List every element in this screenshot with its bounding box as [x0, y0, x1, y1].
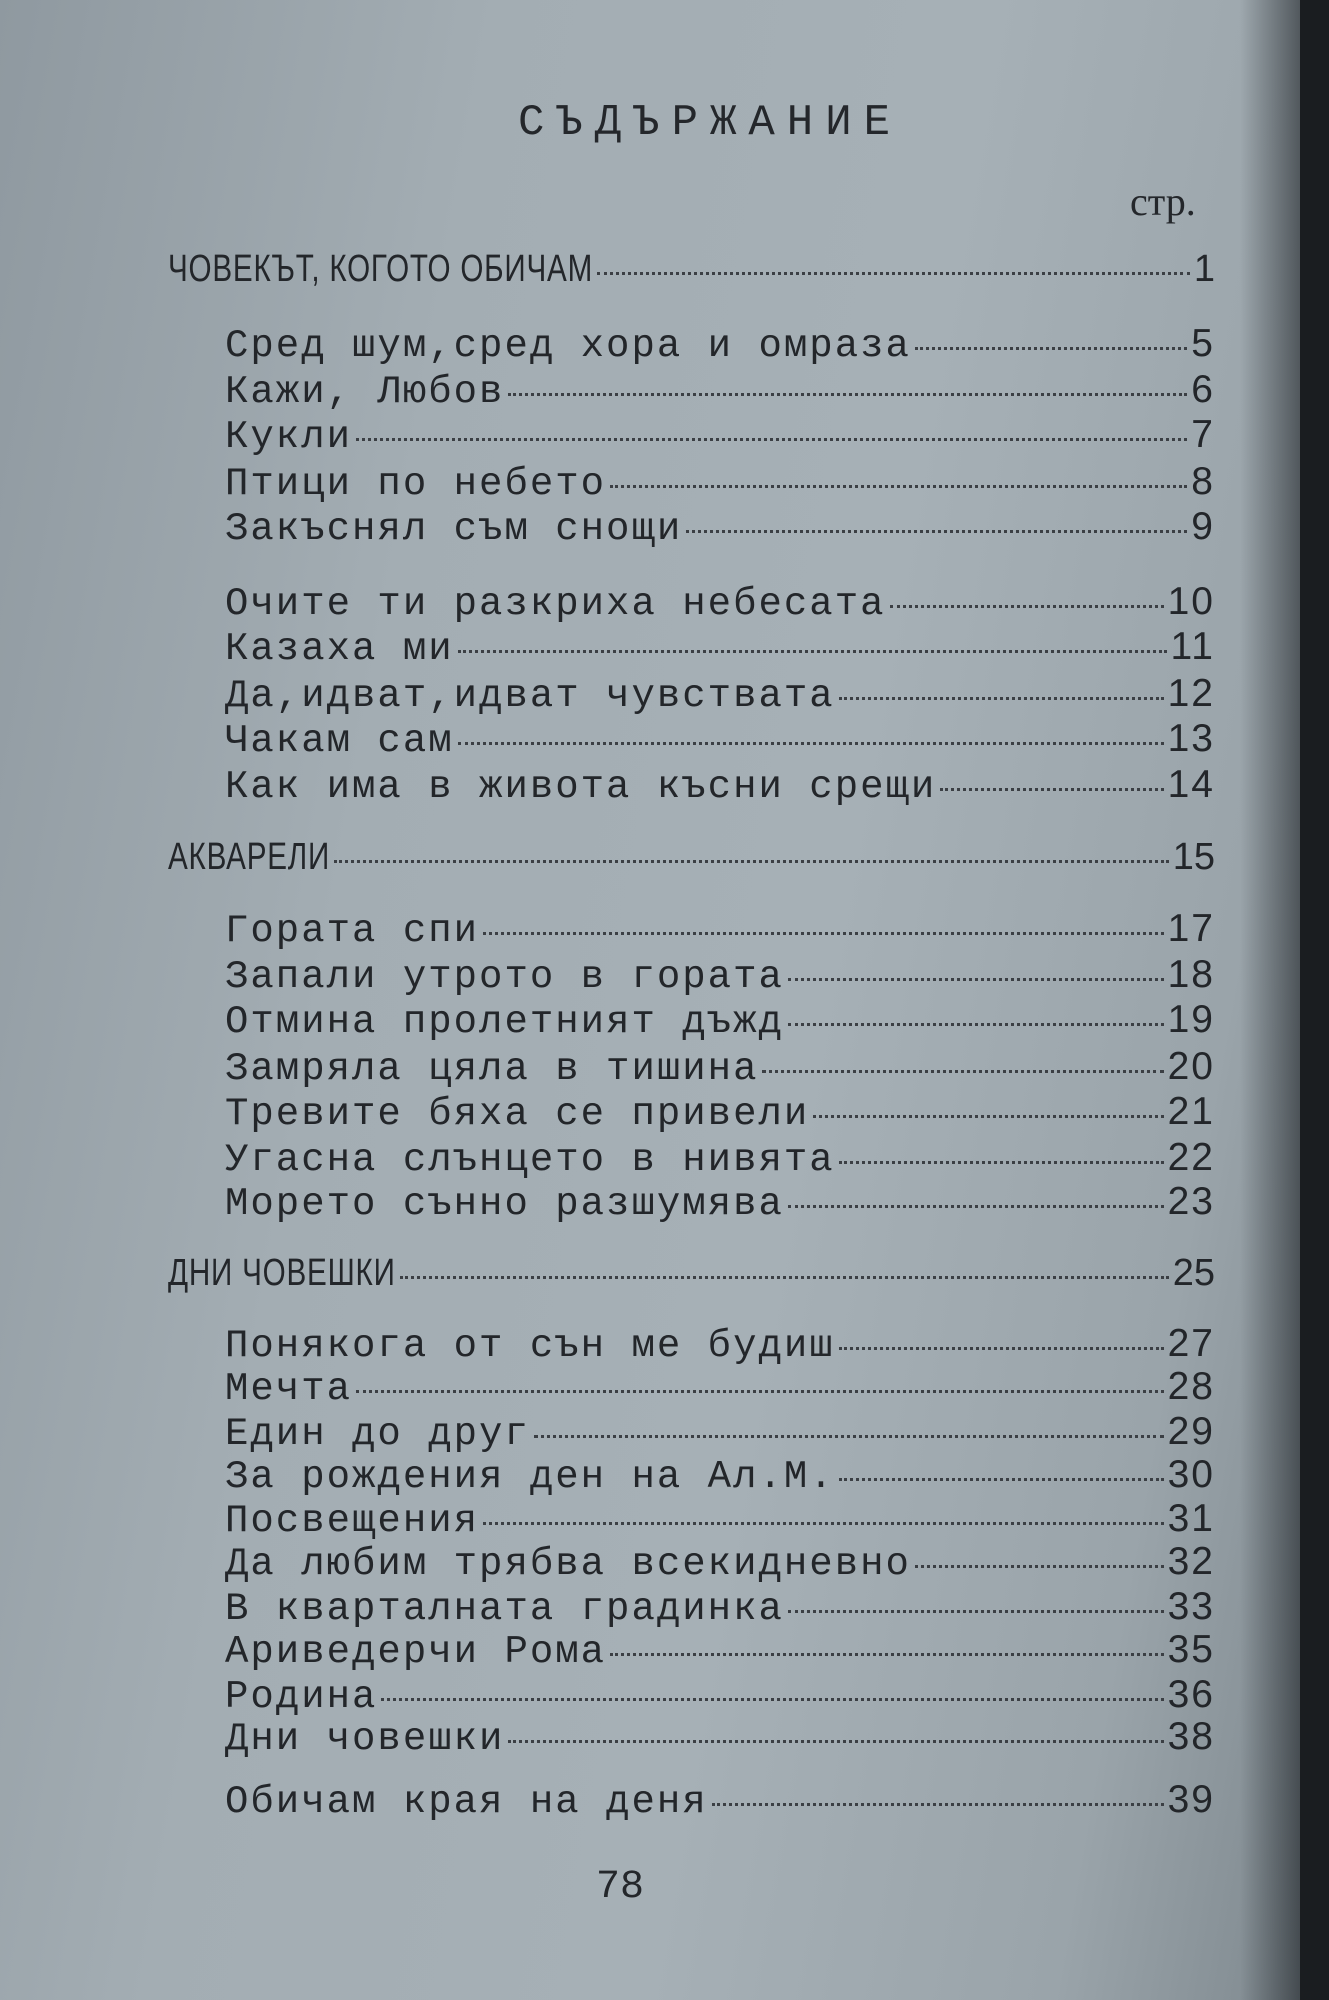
entry-title: Замряла цяла в тишина [225, 1047, 759, 1091]
entry-title: Един до друг [225, 1412, 530, 1456]
spine-shadow [1240, 0, 1300, 2000]
dot-leader [915, 1565, 1164, 1568]
entry-page-number: 12 [1167, 672, 1215, 715]
entry-title: Птици по небето [225, 462, 607, 506]
dot-leader [400, 1276, 1169, 1279]
dot-leader [813, 1115, 1163, 1118]
entry-page-number: 9 [1191, 505, 1215, 548]
entry-title: В кварталната градинка [225, 1587, 784, 1631]
toc-entry [225, 1673, 1215, 1719]
dot-leader [483, 1522, 1164, 1525]
toc-entry [225, 1497, 1215, 1543]
dot-leader [839, 1161, 1164, 1164]
dot-leader [762, 1070, 1163, 1073]
entry-page-number: 8 [1191, 460, 1215, 503]
entry-page-number: 36 [1167, 1673, 1215, 1716]
section-row [168, 1252, 1215, 1298]
entry-title: Да,идват,идват чувствата [225, 674, 835, 718]
entry-title: Родина [225, 1675, 378, 1719]
toc-entry [225, 1628, 1215, 1674]
toc-entry [225, 322, 1215, 368]
dot-leader [712, 1803, 1164, 1806]
dot-leader [508, 393, 1187, 396]
entry-page-number: 30 [1167, 1453, 1215, 1496]
entry-page-number: 1 [1193, 248, 1215, 290]
contents-heading: СЪДЪРЖАНИЕ [517, 98, 903, 148]
dot-leader [356, 438, 1187, 441]
entry-title: Обичам края на деня [225, 1780, 708, 1824]
entry-page-number: 6 [1191, 368, 1215, 411]
toc-entry [225, 672, 1215, 718]
entry-title: Очите ти разкриха небесата [225, 582, 886, 626]
entry-title: Кажи, Любов [225, 370, 505, 414]
entry-page-number: 14 [1167, 763, 1215, 806]
entry-title: Ариведерчи Рома [225, 1630, 607, 1674]
entry-page-number: 7 [1191, 413, 1215, 456]
dot-leader [458, 650, 1167, 653]
toc-entry [225, 953, 1215, 999]
toc-entry [225, 1778, 1215, 1824]
toc-entry [225, 1322, 1215, 1368]
entry-title: Как има в живота късни срещи [225, 765, 937, 809]
toc-entry [225, 460, 1215, 506]
dot-leader [915, 347, 1187, 350]
entry-page-number: 21 [1167, 1090, 1215, 1133]
page-column-label: стр. [1130, 179, 1196, 224]
entry-page-number: 22 [1167, 1136, 1215, 1179]
dot-leader [610, 485, 1187, 488]
toc-entry [225, 1136, 1215, 1182]
dot-leader [381, 1698, 1163, 1701]
entry-page-number: 35 [1167, 1628, 1215, 1671]
dot-leader [890, 605, 1164, 608]
toc-entry [225, 625, 1215, 671]
entry-title: Тревите бяха се привели [225, 1092, 810, 1136]
toc-entry [225, 717, 1215, 763]
toc-entry [225, 1585, 1215, 1631]
section-title: АКВАРЕЛИ [168, 836, 331, 878]
toc-entry [225, 1090, 1215, 1136]
entry-page-number: 18 [1167, 953, 1215, 996]
dot-leader [686, 530, 1187, 533]
toc-entry [225, 1453, 1215, 1499]
entry-title: Отмина пролетният дъжд [225, 1000, 784, 1044]
entry-page-number: 13 [1167, 717, 1215, 760]
dot-leader [788, 978, 1164, 981]
section-title: ЧОВЕКЪТ, КОГОТО ОБИЧАМ [168, 248, 594, 290]
entry-page-number: 32 [1167, 1540, 1215, 1583]
toc-entry [225, 763, 1215, 809]
toc-entry [225, 413, 1215, 459]
dot-leader [940, 788, 1163, 791]
toc-entry [225, 998, 1215, 1044]
dot-leader [597, 272, 1190, 275]
dot-leader [839, 1478, 1164, 1481]
toc-entry [225, 368, 1215, 414]
dot-leader [839, 697, 1164, 700]
dot-leader [788, 1610, 1164, 1613]
toc-entry [225, 580, 1215, 626]
entry-page-number: 11 [1170, 625, 1215, 668]
entry-title: Да любим трябва всекидневно [225, 1542, 911, 1586]
entry-page-number: 10 [1167, 580, 1215, 623]
toc-entry [225, 1715, 1215, 1761]
entry-title: Угасна слънцето в нивята [225, 1138, 835, 1182]
entry-page-number: 29 [1167, 1410, 1215, 1453]
entry-page-number: 33 [1167, 1585, 1215, 1628]
entry-title: Дни човешки [225, 1717, 505, 1761]
toc-entry [225, 1540, 1215, 1586]
entry-page-number: 38 [1167, 1715, 1215, 1758]
toc-entry [225, 1045, 1215, 1091]
entry-page-number: 20 [1167, 1045, 1215, 1088]
toc-entry [225, 1180, 1215, 1226]
entry-title: Сред шум,сред хора и омраза [225, 324, 911, 368]
dot-leader [610, 1653, 1164, 1656]
dot-leader [839, 1347, 1164, 1350]
entry-title: За рождения ден на Ал.М. [225, 1455, 835, 1499]
toc-entry [225, 907, 1215, 953]
entry-title: Кукли [225, 415, 353, 459]
section-row [168, 248, 1215, 294]
toc-entry [225, 1365, 1215, 1411]
entry-title: Гората спи [225, 909, 480, 953]
dot-leader [334, 860, 1169, 863]
toc-entry [225, 505, 1215, 551]
dot-leader [788, 1205, 1164, 1208]
entry-page-number: 5 [1191, 322, 1215, 365]
entry-title: Морето сънно разшумява [225, 1182, 784, 1226]
dot-leader [458, 742, 1164, 745]
dot-leader [788, 1023, 1164, 1026]
dot-leader [356, 1390, 1164, 1393]
entry-title: Закъснял съм снощи [225, 507, 683, 551]
entry-title: Мечта [225, 1367, 353, 1411]
entry-page-number: 25 [1172, 1252, 1215, 1294]
dot-leader [483, 932, 1164, 935]
entry-page-number: 31 [1167, 1497, 1215, 1540]
entry-title: Казаха ми [225, 627, 454, 671]
section-title: ДНИ ЧОВЕШКИ [168, 1252, 396, 1294]
entry-title: Запали утрото в гората [225, 955, 784, 999]
toc-entry [225, 1410, 1215, 1456]
entry-title: Посвещения [225, 1499, 480, 1543]
entry-page-number: 17 [1167, 907, 1215, 950]
dot-leader [508, 1740, 1163, 1743]
entry-page-number: 27 [1167, 1322, 1215, 1365]
entry-title: Чакам сам [225, 719, 454, 763]
entry-page-number: 39 [1167, 1778, 1215, 1821]
entry-page-number: 23 [1167, 1180, 1215, 1223]
entry-page-number: 15 [1172, 836, 1215, 878]
entry-page-number: 28 [1167, 1365, 1215, 1408]
section-row [168, 836, 1215, 882]
entry-title: Понякога от сън ме будиш [225, 1324, 835, 1368]
entry-page-number: 19 [1167, 998, 1215, 1041]
dot-leader [534, 1435, 1164, 1438]
page-number: 78 [595, 1865, 644, 1910]
